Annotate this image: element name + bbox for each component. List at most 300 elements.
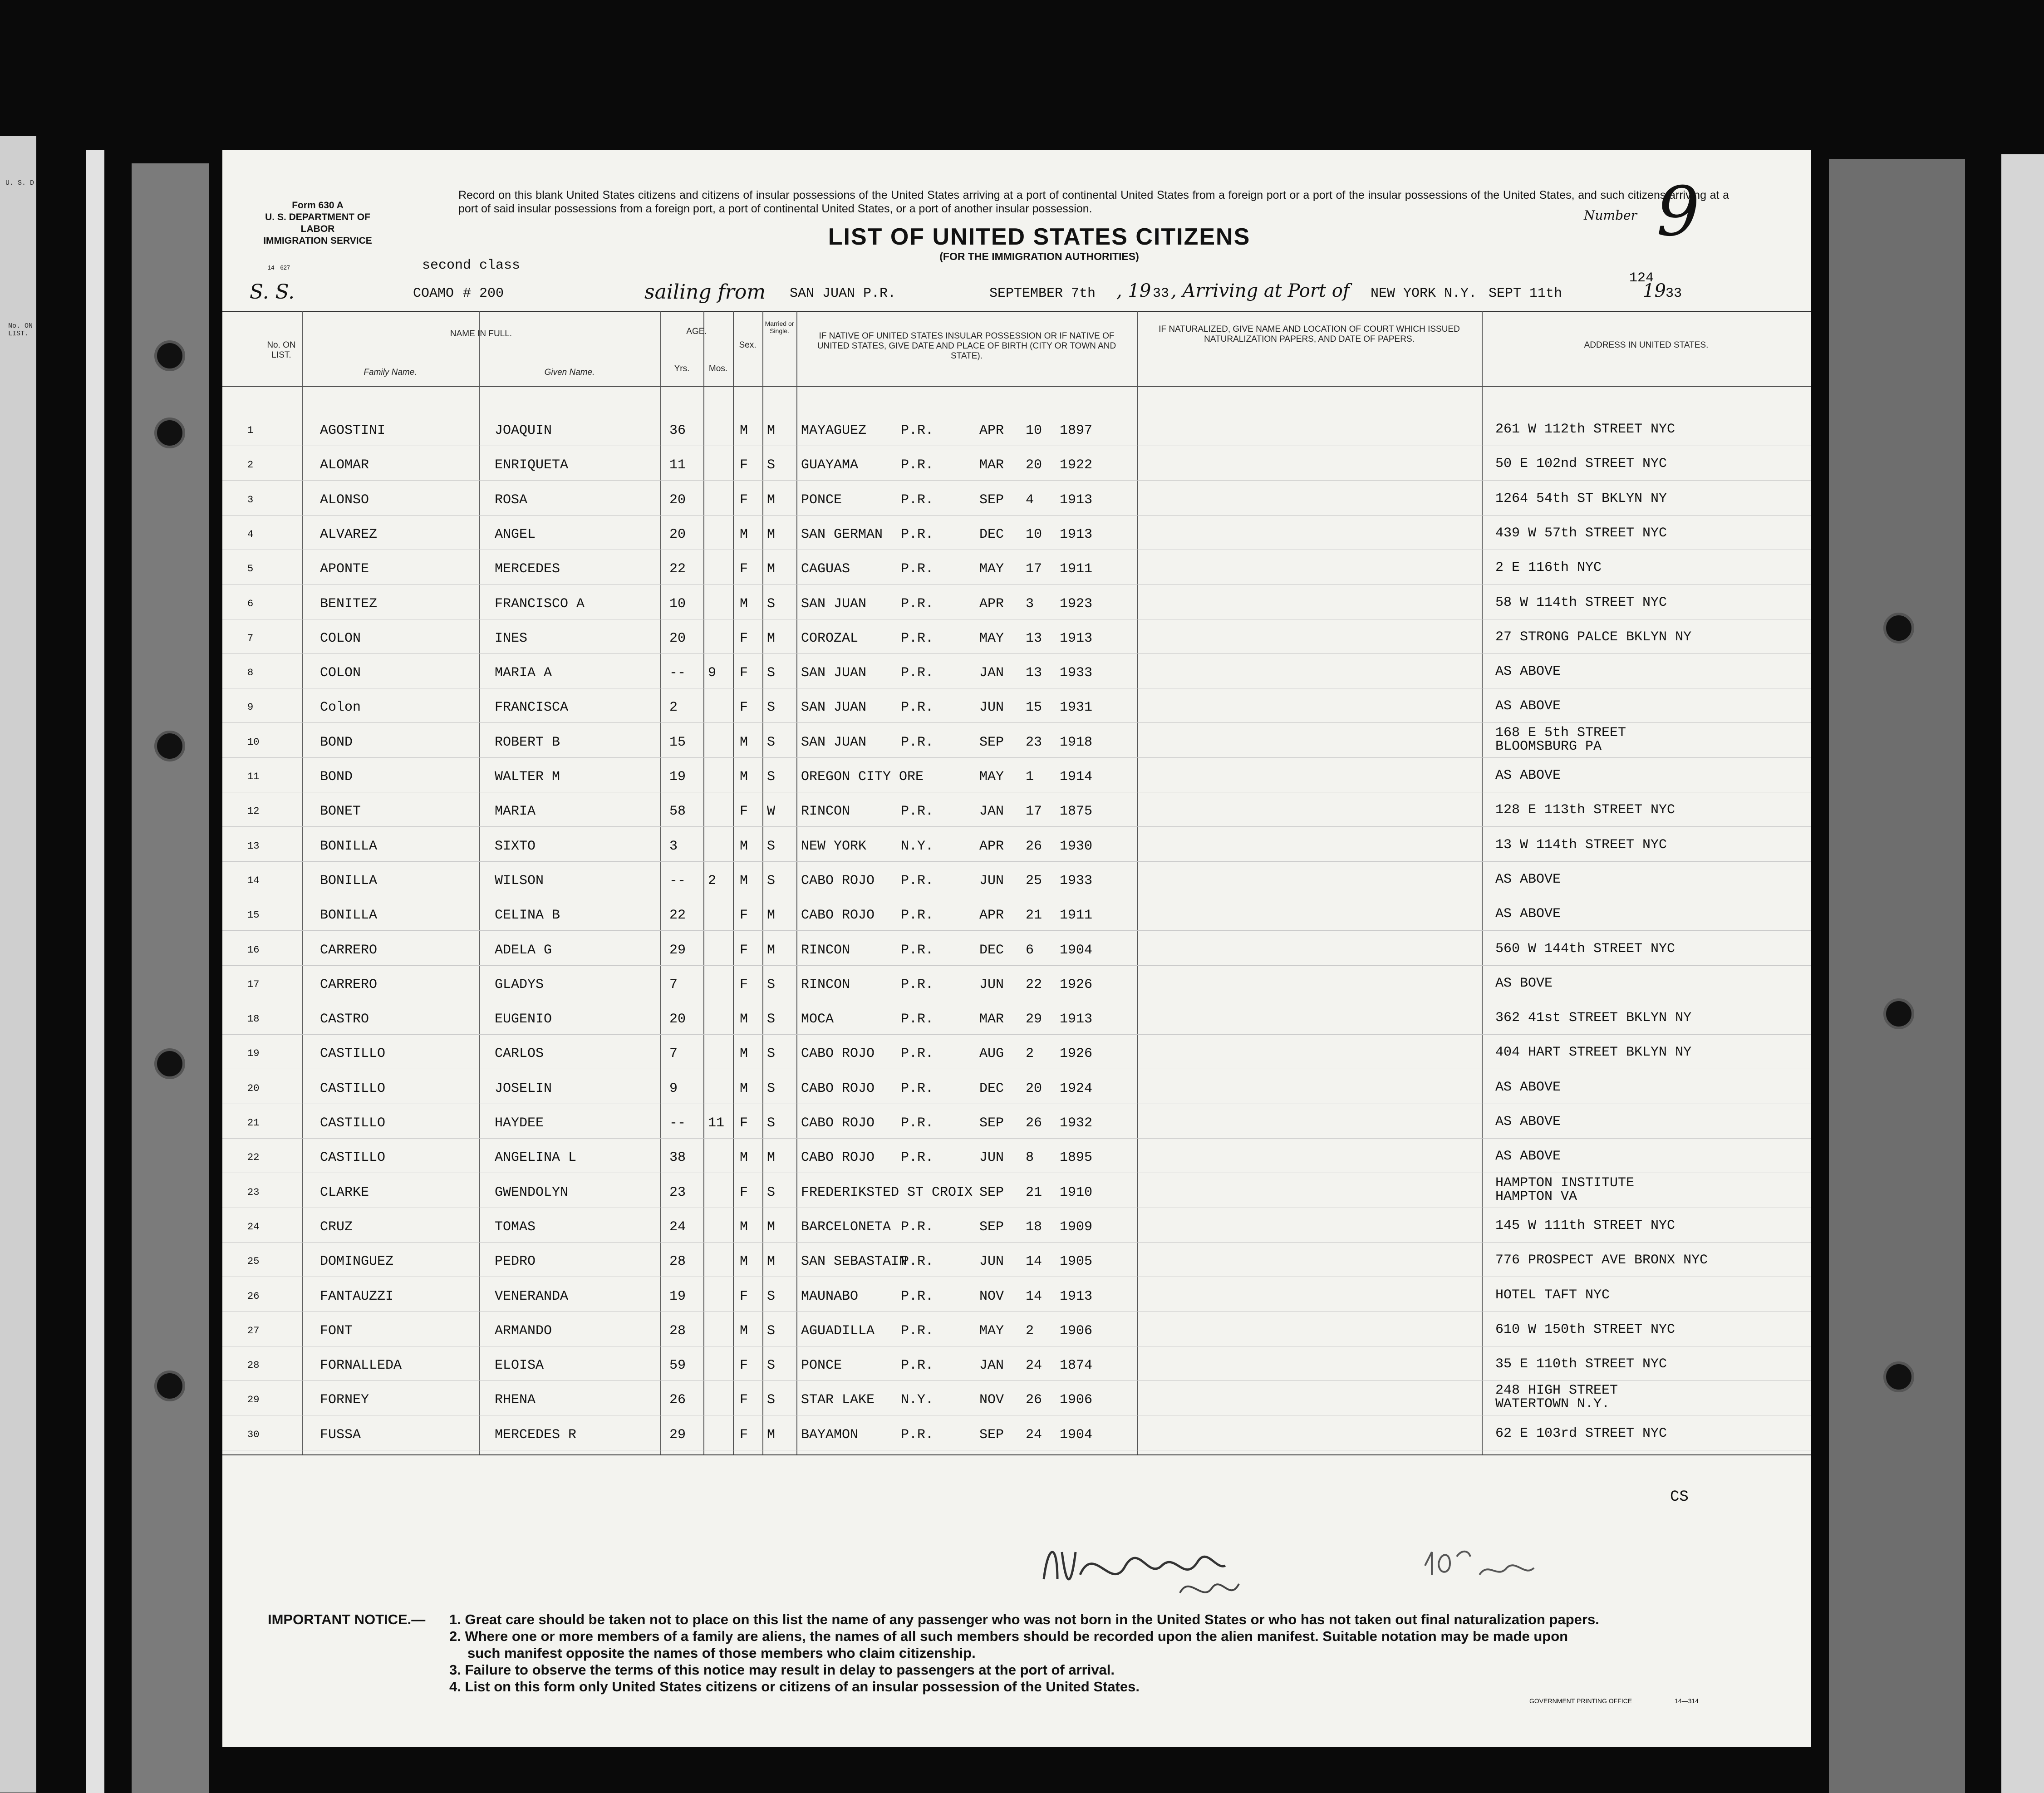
marital-status: M xyxy=(767,1150,776,1166)
table-row xyxy=(222,1140,1811,1174)
sex: F xyxy=(740,1288,748,1304)
table-row xyxy=(222,621,1811,655)
address-line-1: AS ABOVE xyxy=(1495,1079,1561,1095)
age-years: 29 xyxy=(669,1427,686,1443)
sex: M xyxy=(740,769,748,785)
departure-year: 33 xyxy=(1153,286,1169,301)
marital-status: M xyxy=(767,1427,776,1443)
age-years: 3 xyxy=(669,838,678,854)
row-rule xyxy=(222,861,1811,862)
birth-month: NOV xyxy=(979,1392,1004,1408)
age-years: 24 xyxy=(669,1219,686,1235)
birth-day: 24 xyxy=(1026,1358,1042,1374)
birth-place: MAUNABO xyxy=(801,1288,859,1304)
birth-place: SAN GERMAN xyxy=(801,526,883,542)
birth-month: JAN xyxy=(979,665,1004,681)
birth-month: JUN xyxy=(979,1254,1004,1270)
birth-year: 1933 xyxy=(1060,665,1093,681)
family-name: CARRERO xyxy=(320,942,378,958)
row-number: 7 xyxy=(247,632,254,644)
birth-year: 1930 xyxy=(1060,838,1093,854)
address-line-1: 610 W 150th STREET NYC xyxy=(1495,1321,1675,1337)
birth-day: 2 xyxy=(1026,1323,1034,1339)
birth-year: 1897 xyxy=(1060,423,1093,438)
header-months: Mos. xyxy=(708,364,728,373)
given-name: ENRIQUETA xyxy=(495,457,569,473)
given-name: ANGEL xyxy=(495,526,536,542)
marital-status: S xyxy=(767,1184,776,1200)
birth-state: P.R. xyxy=(901,1254,934,1270)
binder-hole xyxy=(154,418,185,448)
marital-status: S xyxy=(767,1081,776,1096)
birth-state: P.R. xyxy=(901,561,934,577)
birth-state: P.R. xyxy=(901,873,934,889)
address-line-1: AS ABOVE xyxy=(1495,698,1561,714)
address-line-1: 168 E 5th STREET xyxy=(1495,725,1626,741)
row-rule xyxy=(222,584,1811,585)
given-name: FRANCISCO A xyxy=(495,596,585,612)
birth-state: P.R. xyxy=(901,977,934,992)
family-name: CASTRO xyxy=(320,1012,369,1027)
notice-item: 4. List on this form only United States citizens or citizens of an insular possession of the United States. xyxy=(449,1679,1140,1695)
family-name: CASTILLO xyxy=(320,1150,386,1166)
notice-item: 2. Where one or more members of a family are aliens, the names of all such members should be recorded upon the alien manifest. Suitable notation may be made upon xyxy=(449,1628,1568,1644)
family-name: FANTAUZZI xyxy=(320,1288,394,1304)
birth-place: MAYAGUEZ xyxy=(801,423,867,438)
given-name: JOSELIN xyxy=(495,1081,552,1096)
birth-day: 26 xyxy=(1026,838,1042,854)
sex: F xyxy=(740,700,748,716)
table-row xyxy=(222,1417,1811,1452)
given-name: MERCEDES R xyxy=(495,1427,577,1443)
voyage-line xyxy=(250,270,1784,309)
birth-year: 1918 xyxy=(1060,734,1093,750)
row-rule xyxy=(222,930,1811,931)
marital-status: S xyxy=(767,769,776,785)
header-address: ADDRESS IN UNITED STATES. xyxy=(1584,340,1709,350)
row-rule xyxy=(222,757,1811,758)
birth-day: 13 xyxy=(1026,630,1042,646)
row-rule xyxy=(222,722,1811,723)
header-naturalized: IF NATURALIZED, GIVE NAME AND LOCATION OF COURT WHICH ISSUED NATURALIZATION PAPERS, AND DATE OF PAPERS. xyxy=(1159,324,1460,344)
print-code: 14—627 xyxy=(268,264,290,271)
sex: F xyxy=(740,561,748,577)
family-name: CASTILLO xyxy=(320,1115,386,1131)
birth-day: 3 xyxy=(1026,596,1034,612)
birth-month: SEP xyxy=(979,1219,1004,1235)
birth-state: P.R. xyxy=(901,1219,934,1235)
given-name: WALTER M xyxy=(495,769,560,785)
birth-day: 10 xyxy=(1026,423,1042,438)
age-years: -- xyxy=(669,873,686,889)
inspector-signature xyxy=(1030,1525,1666,1616)
birth-state: P.R. xyxy=(901,665,934,681)
given-name: GLADYS xyxy=(495,977,544,992)
birth-month: SEP xyxy=(979,1427,1004,1443)
address-line-1: AS BOVE xyxy=(1495,975,1553,991)
table-row xyxy=(222,690,1811,724)
birth-day: 23 xyxy=(1026,734,1042,750)
sex: F xyxy=(740,1427,748,1443)
table-row xyxy=(222,655,1811,690)
family-name: CASTILLO xyxy=(320,1081,386,1096)
family-name: BOND xyxy=(320,769,353,785)
age-years: -- xyxy=(669,1115,686,1131)
birth-month: APR xyxy=(979,838,1004,854)
row-number: 4 xyxy=(247,528,254,540)
sex: F xyxy=(740,630,748,646)
family-name: BONET xyxy=(320,804,361,820)
birth-day: 17 xyxy=(1026,561,1042,577)
marital-status: S xyxy=(767,1115,776,1131)
birth-state: N.Y. xyxy=(901,838,934,854)
address-line-1: 439 W 57th STREET NYC xyxy=(1495,525,1667,541)
birth-day: 22 xyxy=(1026,977,1042,992)
family-name: CRUZ xyxy=(320,1219,353,1235)
birth-place: SAN JUAN xyxy=(801,734,867,750)
birth-place: BARCELONETA xyxy=(801,1219,891,1235)
table-row xyxy=(222,967,1811,1002)
table-row xyxy=(222,759,1811,794)
birth-year: 1905 xyxy=(1060,1254,1093,1270)
sex: F xyxy=(740,908,748,924)
table-row xyxy=(222,829,1811,863)
birth-place: CAGUAS xyxy=(801,561,850,577)
row-number: 27 xyxy=(247,1325,260,1336)
gpo-imprint: GOVERNMENT PRINTING OFFICE xyxy=(1529,1697,1632,1705)
birth-state: P.R. xyxy=(901,1427,934,1443)
gpo-code: 14—314 xyxy=(1675,1697,1699,1705)
sex: M xyxy=(740,423,748,438)
sex: F xyxy=(740,457,748,473)
binder-hole xyxy=(1883,613,1914,644)
header-no: No. ON LIST. xyxy=(267,340,296,360)
birth-day: 20 xyxy=(1026,1081,1042,1096)
left-margin-col: No. ON LIST. xyxy=(8,322,33,338)
birth-year: 1931 xyxy=(1060,700,1093,716)
birth-place: GUAYAMA xyxy=(801,457,859,473)
family-name: ALONSO xyxy=(320,492,369,508)
address-line-1: 145 W 111th STREET NYC xyxy=(1495,1218,1675,1233)
marital-status: S xyxy=(767,700,776,716)
row-rule xyxy=(222,515,1811,516)
marital-status: S xyxy=(767,977,776,992)
birth-state: P.R. xyxy=(901,630,934,646)
birth-month: JAN xyxy=(979,1358,1004,1374)
age-years: 20 xyxy=(669,526,686,542)
birth-place: BAYAMON xyxy=(801,1427,859,1443)
family-name: FORNALLEDA xyxy=(320,1358,402,1374)
family-name: CLARKE xyxy=(320,1184,369,1200)
left-margin-header: U. S. D xyxy=(5,179,34,187)
row-number: 14 xyxy=(247,874,260,886)
header-age: AGE. xyxy=(686,327,707,336)
sex: M xyxy=(740,1219,748,1235)
sex: F xyxy=(740,1358,748,1374)
family-name: BONILLA xyxy=(320,908,378,924)
header-bottom-rule xyxy=(222,386,1811,387)
birth-year: 1911 xyxy=(1060,908,1093,924)
address-line-1: 27 STRONG PALCE BKLYN NY xyxy=(1495,629,1692,645)
table-row xyxy=(222,1382,1811,1417)
family-name: FUSSA xyxy=(320,1427,361,1443)
birth-state: P.R. xyxy=(901,942,934,958)
arrival-date: SEPT 11th xyxy=(1489,286,1562,301)
family-name: ALVAREZ xyxy=(320,526,378,542)
birth-place: SAN JUAN xyxy=(801,665,867,681)
address-line-1: 2 E 116th NYC xyxy=(1495,560,1602,576)
address-line-1: AS ABOVE xyxy=(1495,1149,1561,1164)
form-identifier: Form 630 A U. S. DEPARTMENT OF LABOR IMMIGRATION SERVICE xyxy=(263,200,372,246)
given-name: SIXTO xyxy=(495,838,536,854)
age-years: 20 xyxy=(669,492,686,508)
birth-day: 1 xyxy=(1026,769,1034,785)
given-name: CARLOS xyxy=(495,1046,544,1062)
birth-day: 15 xyxy=(1026,700,1042,716)
marital-status: M xyxy=(767,1219,776,1235)
given-name: FRANCISCA xyxy=(495,700,569,716)
binder-hole xyxy=(1883,1361,1914,1392)
birth-place: OREGON CITY ORE xyxy=(801,769,924,785)
birth-state: P.R. xyxy=(901,457,934,473)
birth-month: SEP xyxy=(979,492,1004,508)
marital-status: M xyxy=(767,561,776,577)
birth-place: PONCE xyxy=(801,492,842,508)
birth-year: 1924 xyxy=(1060,1081,1093,1096)
birth-month: APR xyxy=(979,596,1004,612)
birth-state: P.R. xyxy=(901,423,934,438)
birth-day: 10 xyxy=(1026,526,1042,542)
marital-status: S xyxy=(767,1323,776,1339)
birth-year: 1933 xyxy=(1060,873,1093,889)
birth-place: CABO ROJO xyxy=(801,1115,875,1131)
sex: F xyxy=(740,804,748,820)
table-row xyxy=(222,1209,1811,1244)
birth-state: P.R. xyxy=(901,1150,934,1166)
birth-year: 1910 xyxy=(1060,1184,1093,1200)
table-row xyxy=(222,482,1811,517)
row-number: 2 xyxy=(247,459,254,471)
page-title: LIST OF UNITED STATES CITIZENS xyxy=(828,224,1251,250)
sex: M xyxy=(740,838,748,854)
birth-month: JAN xyxy=(979,804,1004,820)
family-name: FORNEY xyxy=(320,1392,369,1408)
sex: M xyxy=(740,596,748,612)
age-years: 20 xyxy=(669,630,686,646)
birth-place: NEW YORK xyxy=(801,838,867,854)
birth-month: JUN xyxy=(979,700,1004,716)
marital-status: M xyxy=(767,1254,776,1270)
right-adjacent-page xyxy=(2001,154,2044,1793)
row-number: 1 xyxy=(247,425,254,436)
marital-status: M xyxy=(767,423,776,438)
birth-state: P.R. xyxy=(901,1012,934,1027)
birth-year: 1913 xyxy=(1060,630,1093,646)
notice-item: such manifest opposite the names of those members who claim citizenship. xyxy=(467,1645,976,1661)
birth-year: 1922 xyxy=(1060,457,1093,473)
given-name: EUGENIO xyxy=(495,1012,552,1027)
birth-day: 14 xyxy=(1026,1254,1042,1270)
table-row xyxy=(222,517,1811,551)
address-line-2: BLOOMSBURG PA xyxy=(1495,738,1602,754)
birth-day: 4 xyxy=(1026,492,1034,508)
birth-month: APR xyxy=(979,423,1004,438)
birth-month: SEP xyxy=(979,1184,1004,1200)
family-name: DOMINGUEZ xyxy=(320,1254,394,1270)
given-name: HAYDEE xyxy=(495,1115,544,1131)
row-rule xyxy=(222,653,1811,654)
table-row xyxy=(222,898,1811,932)
age-years: 58 xyxy=(669,804,686,820)
birth-year: 1913 xyxy=(1060,526,1093,542)
sex: M xyxy=(740,526,748,542)
birth-state: P.R. xyxy=(901,526,934,542)
row-number: 18 xyxy=(247,1013,260,1025)
header-name-in-full: NAME IN FULL. xyxy=(450,329,512,339)
given-name: ROSA xyxy=(495,492,528,508)
marital-status: S xyxy=(767,596,776,612)
marital-status: S xyxy=(767,457,776,473)
address-line-1: 13 W 114th STREET NYC xyxy=(1495,837,1667,853)
age-years: 15 xyxy=(669,734,686,750)
age-years: 22 xyxy=(669,561,686,577)
row-rule xyxy=(222,1138,1811,1139)
sex: F xyxy=(740,665,748,681)
birth-place: CABO ROJO xyxy=(801,873,875,889)
age-years: 19 xyxy=(669,1288,686,1304)
header-married-single: Married or Single. xyxy=(765,320,794,334)
header-given-name: Given Name. xyxy=(544,368,595,377)
table-row xyxy=(222,1348,1811,1382)
birth-place: MOCA xyxy=(801,1012,834,1027)
birth-month: MAY xyxy=(979,630,1004,646)
birth-year: 1914 xyxy=(1060,769,1093,785)
departure-port: SAN JUAN P.R. xyxy=(790,286,896,301)
binder-hole xyxy=(154,731,185,761)
address-line-1: 248 HIGH STREET xyxy=(1495,1383,1618,1399)
birth-year: 1895 xyxy=(1060,1150,1093,1166)
birth-year: 1932 xyxy=(1060,1115,1093,1131)
row-rule xyxy=(222,965,1811,966)
table-row xyxy=(222,1002,1811,1036)
birth-place: SAN JUAN xyxy=(801,596,867,612)
address-line-1: 776 PROSPECT AVE BRONX NYC xyxy=(1495,1253,1708,1268)
birth-place: CABO ROJO xyxy=(801,908,875,924)
address-line-1: 560 W 144th STREET NYC xyxy=(1495,941,1675,957)
given-name: CELINA B xyxy=(495,908,560,924)
marital-status: M xyxy=(767,492,776,508)
row-number: 13 xyxy=(247,840,260,852)
binder-hole xyxy=(154,1048,185,1079)
age-years: 38 xyxy=(669,1150,686,1166)
given-name: ROBERT B xyxy=(495,734,560,750)
table-row xyxy=(222,586,1811,621)
row-number: 9 xyxy=(247,702,254,713)
given-name: MARIA A xyxy=(495,665,552,681)
address-line-1: AS ABOVE xyxy=(1495,664,1561,680)
address-line-1: 62 E 103rd STREET NYC xyxy=(1495,1425,1667,1441)
family-name: COLON xyxy=(320,665,361,681)
birth-year: 1874 xyxy=(1060,1358,1093,1374)
cs-mark: CS xyxy=(1670,1488,1689,1506)
address-line-1: 362 41st STREET BKLYN NY xyxy=(1495,1010,1692,1026)
row-number: 15 xyxy=(247,909,260,921)
birth-month: AUG xyxy=(979,1046,1004,1062)
row-number: 11 xyxy=(247,771,260,782)
family-name: BONILLA xyxy=(320,838,378,854)
age-years: 28 xyxy=(669,1254,686,1270)
birth-place: SAN JUAN xyxy=(801,700,867,716)
row-number: 17 xyxy=(247,978,260,990)
given-name: WILSON xyxy=(495,873,544,889)
notice-label: IMPORTANT NOTICE.— xyxy=(268,1611,426,1627)
age-years: 2 xyxy=(669,700,678,716)
birth-month: JUN xyxy=(979,873,1004,889)
age-years: 29 xyxy=(669,942,686,958)
address-line-1: AS ABOVE xyxy=(1495,768,1561,783)
header-birth-place: IF NATIVE OF UNITED STATES INSULAR POSSESSION OR IF NATIVE OF UNITED STATES, GIVE DATE AND PLACE OF BIRTH (CITY OR TOWN AND STATE). xyxy=(817,331,1116,361)
header-years: Yrs. xyxy=(674,364,690,373)
binder-hole xyxy=(154,340,185,371)
birth-day: 17 xyxy=(1026,804,1042,820)
header-family-name: Family Name. xyxy=(364,368,417,377)
address-line-1: HAMPTON INSTITUTE xyxy=(1495,1175,1635,1191)
given-name: VENERANDA xyxy=(495,1288,569,1304)
birth-state: P.R. xyxy=(901,1323,934,1339)
table-row xyxy=(222,1071,1811,1105)
header-sex: Sex. xyxy=(739,340,757,350)
family-name: APONTE xyxy=(320,561,369,577)
table-bottom-rule xyxy=(222,1454,1811,1455)
sex: F xyxy=(740,977,748,992)
marital-status: W xyxy=(767,804,776,820)
birth-month: MAR xyxy=(979,457,1004,473)
given-name: PEDRO xyxy=(495,1254,536,1270)
birth-year: 1913 xyxy=(1060,1288,1093,1304)
marital-status: S xyxy=(767,838,776,854)
table-top-rule xyxy=(222,311,1811,312)
marital-status: M xyxy=(767,526,776,542)
row-number: 26 xyxy=(247,1290,260,1302)
row-number: 10 xyxy=(247,736,260,748)
row-number: 19 xyxy=(247,1048,260,1060)
list-number: 9 xyxy=(1656,172,1700,251)
family-name: FONT xyxy=(320,1323,353,1339)
table-row xyxy=(222,1036,1811,1071)
given-name: GWENDOLYN xyxy=(495,1184,569,1200)
row-rule xyxy=(222,480,1811,481)
row-number: 23 xyxy=(247,1186,260,1198)
left-page-edge xyxy=(86,150,104,1793)
birth-day: 26 xyxy=(1026,1392,1042,1408)
birth-month: MAY xyxy=(979,561,1004,577)
address-line-1: 1264 54th ST BKLYN NY xyxy=(1495,491,1667,506)
row-rule xyxy=(222,1242,1811,1243)
birth-place: SAN SEBASTAIN xyxy=(801,1254,908,1270)
birth-day: 2 xyxy=(1026,1046,1034,1062)
table-row xyxy=(222,1244,1811,1278)
marital-status: S xyxy=(767,1012,776,1027)
birth-place: CABO ROJO xyxy=(801,1081,875,1096)
arrival-year: 33 xyxy=(1666,286,1682,301)
table-row xyxy=(222,794,1811,828)
birth-day: 6 xyxy=(1026,942,1034,958)
birth-day: 14 xyxy=(1026,1288,1042,1304)
marital-status: M xyxy=(767,630,776,646)
birth-month: SEP xyxy=(979,734,1004,750)
birth-place: COROZAL xyxy=(801,630,859,646)
birth-day: 21 xyxy=(1026,1184,1042,1200)
